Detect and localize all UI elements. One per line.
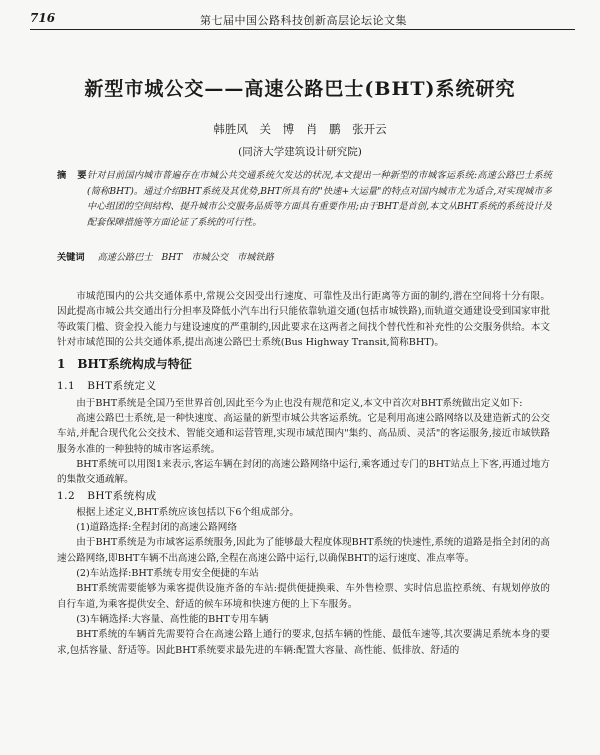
subsection-heading [57, 489, 550, 504]
abstract-block [57, 168, 552, 230]
paragraph: 高速公路巴士系统,是一种快速度、高运量的新型市城公共客运系统。它是利用高速公路网络以及建造新式的公交车站,并配合现代化公交技术、智能交通和运营管理,实现市域范围内"集约、高品质、灵活"的客运服务,接近市域铁路服务水准的一种独特的城市客运系统。 [57, 413, 550, 455]
paragraph: 根据上述定义,BHT系统应该包括以下6个组成部分。 [76, 506, 300, 518]
list-item-title: (3)车辆选择:大容量、高性能的BHT专用车辆 [76, 613, 269, 625]
paragraph: BHT系统需要能够为乘客提供设施齐备的车站:提供便捷换乘、车外售检票、实时信息监控系统、有规划停放的自行车道,为乘客提供安全、舒适的候车环境和快速方便的上下车服务。 [57, 583, 550, 610]
paper-title: 新型市城公交——高速公路巴士(BHT)系统研究 [84, 78, 516, 100]
subsection-title: BHT系统构成 [87, 489, 157, 502]
paragraph: 由于BHT系统是为市域客运系统服务,因此为了能够最大程度体现BHT系统的快速性,系统的道路是指全封闭的高速公路网络,即BHT车辆不出高速公路,全程在高速公路中运行,以确保BHT的运行速度、准点率等。 [57, 537, 550, 564]
paper-authors: 韩胜风 关 博 肖 鹏 张开云 [213, 122, 387, 136]
keywords-label: 关键词 [57, 252, 85, 263]
paper-affiliation: (同济大学建筑设计研究院) [238, 146, 362, 158]
list-item-title: (2)车站选择:BHT系统专用安全便捷的车站 [76, 568, 259, 580]
section-number: 1 [57, 357, 66, 372]
list-item-title: (1)道路选择:全程封闭的高速公路网络 [76, 522, 237, 534]
subsection-number: 1.1 [57, 380, 76, 393]
section-title: BHT系统构成与特征 [77, 357, 192, 372]
page-header [30, 9, 575, 30]
subsection-heading [57, 379, 550, 394]
page-number: 716 [30, 11, 56, 25]
subsection-number: 1.2 [57, 489, 76, 502]
paragraph: 由于BHT系统是全国乃至世界首创,因此至今为止也没有规范和定义,本文中首次对BHT系统做出定义如下: [76, 397, 523, 409]
paper-body [57, 289, 550, 658]
running-title: 第七届中国公路科技创新高层论坛论文集 [200, 14, 407, 27]
paragraph: BHT系统可以用图1来表示,客运车辆在封闭的高速公路网络中运行,乘客通过专门的BHT站点上下客,再通过地方的集散交通疏解。 [57, 458, 550, 486]
paragraph: BHT系统的车辆首先需要符合在高速公路上通行的要求,包括车辆的性能、最低车速等,其次要满足系统本身的要求,包括容量、舒适等。因此BHT系统要求最先进的车辆:配置大容量、高性能、低排放、舒适的 [57, 629, 550, 656]
keywords-block [57, 249, 552, 263]
keywords-text: 高速公路巴士 BHT 市城公交 市城铁路 [97, 252, 274, 263]
abstract-label: 摘 要 [57, 170, 91, 181]
intro-paragraph: 市城范围内的公共交通体系中,常规公交因受出行速度、可靠性及出行距离等方面的制约,潜在空间将十分有限。因此提高市城公共交通出行分担率及降低小汽车出行只能依靠轨道交通(包括市城铁路),而轨道交通建设受到国家审批等政策门槛、资金投入能力与建设速度的严重制约,因此要求在这两者之间找个替代性和补充性的公交服务供给。本文针对市域范围的公共交通体系,提出高速公路巴士系统(Bus Highway Transit,简称BHT)。 [57, 291, 550, 348]
section-heading [57, 357, 550, 372]
subsection-title: BHT系统定义 [87, 380, 157, 393]
abstract-text: 针对目前国内城市普遍存在市城公共交通系统欠发达的状况,本文提出一种新型的市城客运系统:高速公路巴士系统(简称BHT)。通过介绍BHT系统及其优势,BHT所具有的"快速+大运量"的特点对国内城市尤为适合,对实现城市多中心组团的空间结构、提升城市公交服务品质等方面具有重要作用;由于BHT是首创,本文从BHT系统的系统设计及配套保障措施等方面论证了系统的可行性。 [87, 170, 552, 228]
